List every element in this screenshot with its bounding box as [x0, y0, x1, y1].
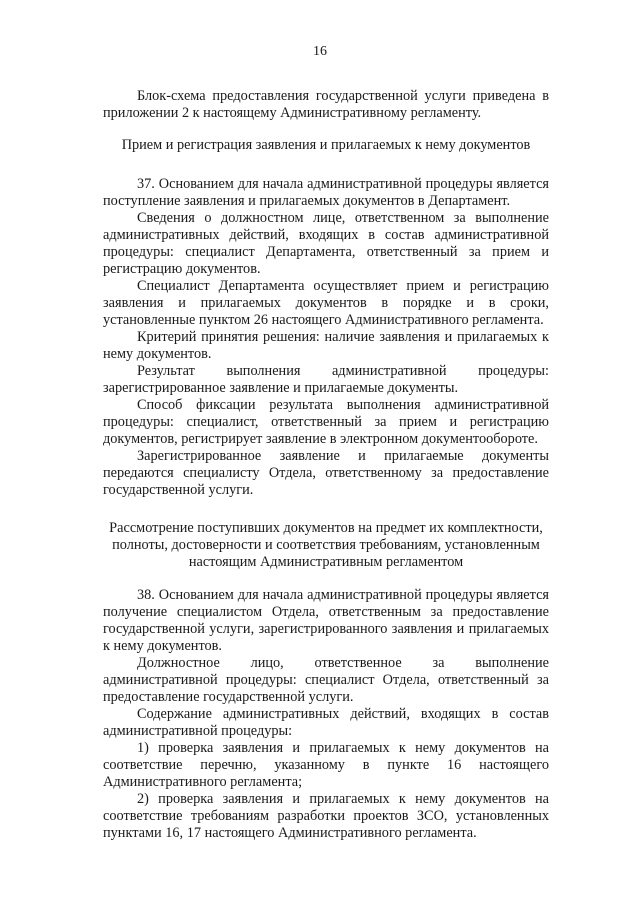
paragraph-decision-criterion: Критерий принятия решения: наличие заявления и прилагаемых к нему документов.	[103, 329, 549, 362]
list-item-2: 2) проверка заявления и прилагаемых к нему документов на соответствие требованиям разработки проектов ЗСО, установленных пунктами 16, 17 настоящего Административного регламента.	[103, 791, 549, 841]
intro-block	[103, 88, 549, 122]
paragraph-38: 38. Основанием для начала административной процедуры является получение специалистом Отдела, ответственным за предоставление государственной услуги, зарегистрированного заявления и прилагаемых к нему документов.	[103, 587, 549, 654]
paragraph-actions-content: Содержание административных действий, входящих в состав административной процедуры:	[103, 706, 549, 739]
intro-paragraph: Блок-схема предоставления государственной услуги приведена в приложении 2 к настоящему Административному регламенту.	[103, 88, 549, 121]
paragraph-procedure-result: Результат выполнения административной процедуры: зарегистрированное заявление и прилагаемые документы.	[103, 363, 549, 396]
section-2-heading-block	[103, 520, 549, 571]
list-item-1: 1) проверка заявления и прилагаемых к нему документов на соответствие перечню, указанному в пункте 16 настоящего Административного регламента;	[103, 740, 549, 790]
paragraph-reception-registration: Специалист Департамента осуществляет прием и регистрацию заявления и прилагаемых документов в порядке и в сроки, установленные пунктом 26 настоящего Административного регламента.	[103, 278, 549, 328]
paragraph-result-recording: Способ фиксации результата выполнения административной процедуры: специалист, ответственный за прием и регистрацию документов, регистрирует заявление в электронном документообороте.	[103, 397, 549, 447]
paragraph-transfer: Зарегистрированное заявление и прилагаемые документы передаются специалисту Отдела, ответственному за предоставление государственной услуги.	[103, 448, 549, 498]
section-1-heading: Прием и регистрация заявления и прилагаемых к нему документов	[121, 137, 531, 153]
section-2-heading-line-2: полноты, достоверности и соответствия требованиям, установленным	[112, 537, 540, 553]
paragraph-37: 37. Основанием для начала административной процедуры является поступление заявления и прилагаемых документов в Департамент.	[103, 176, 549, 209]
page-number: 16	[313, 44, 327, 59]
section-1-body	[103, 176, 549, 499]
section-2-body	[103, 587, 549, 842]
paragraph-responsible-official: Сведения о должностном лице, ответственном за выполнение административных действий, входящих в состав административной процедуры: специалист Департамента, ответственный за прием и регистрацию документов.	[103, 210, 549, 277]
paragraph-official: Должностное лицо, ответственное за выполнение административной процедуры: специалист Отдела, ответственный за предоставление государственной услуги.	[103, 655, 549, 705]
section-2-heading-line-3: настоящим Административным регламентом	[188, 554, 464, 570]
section-2-heading-line-1: Рассмотрение поступивших документов на предмет их комплектности,	[109, 520, 543, 536]
section-1-heading-block	[103, 137, 549, 154]
